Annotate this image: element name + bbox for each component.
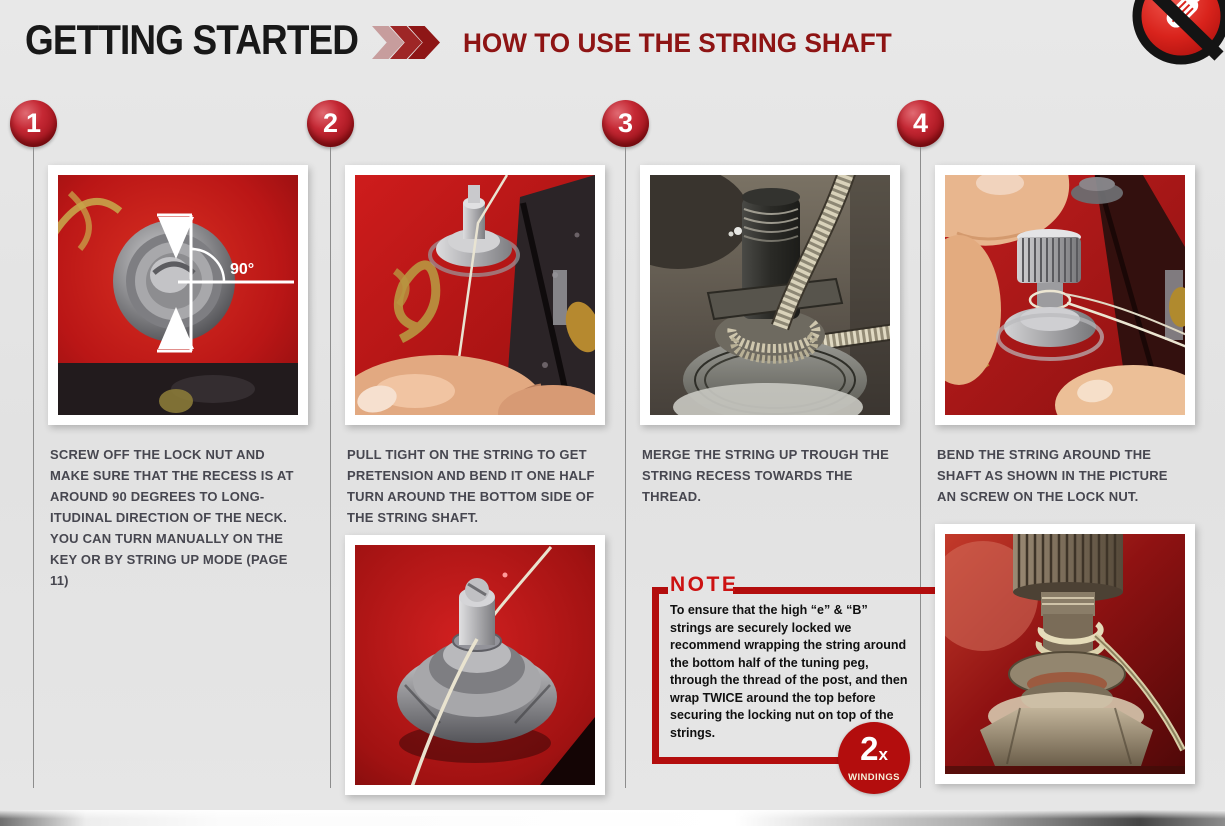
step4-photo2-frame [935,524,1195,784]
step2-photo-frame [345,165,605,425]
step4-photo [945,175,1185,415]
windings-label: WINDINGS [848,771,900,783]
step-connector-line [33,147,34,788]
step-connector-line [920,147,921,788]
step2-photo [355,175,595,415]
note-border [652,587,659,764]
step-number-badge: 3 [602,100,649,147]
step4-photo-frame [935,165,1195,425]
page-bottom-edge [0,810,1225,826]
no-screwdriver-icon [1115,0,1225,97]
step2-photo2-frame [345,535,605,795]
step-caption: PULL TIGHT ON THE STRING TO GET PRETENSION AND BEND IT ONE HALF TURN AROUND THE BOTTOM SIDE OF THE STRING SHAFT. [347,447,595,525]
step3-photo [650,175,890,415]
note-label: NOTE [670,573,739,596]
step-connector-line [330,147,331,788]
note-body: To ensure that the high “e” & “B” strings are securely locked we recommend wrapping the string around the bottom half of the tuning peg, through the thread of the post, and then wrap TWICE around the top before securing the locking nut on top of the strings. [670,603,908,740]
note-border [652,757,844,764]
page-title: GETTING STARTED [25,16,359,63]
page-subtitle: HOW TO USE THE STRING SHAFT [463,28,892,58]
step-number-badge: 4 [897,100,944,147]
step-number-badge: 1 [10,100,57,147]
windings-multiplier: x [878,744,888,764]
chevrons-icon [386,26,440,59]
step-caption: BEND THE STRING AROUND THE SHAFT AS SHOWN IN THE PICTURE AN SCREW ON THE LOCK NUT. [937,447,1168,504]
step-connector-line [625,147,626,788]
step1-photo-frame [48,165,308,425]
angle-annotation: 90° [230,261,255,278]
windings-badge [838,722,910,794]
windings-value: 2 [860,729,879,767]
step4-photo2 [945,534,1185,774]
step-caption: SCREW OFF THE LOCK NUT AND MAKE SURE THAT THE RECESS IS AT AROUND 90 DEGREES TO LONG-ITUDINAL DIRECTION OF THE NECK. YOU CAN TURN MANUALLY ON THE KEY OR BY STRING UP MODE (PAGE 11) [50,447,294,588]
step3-photo-frame [640,165,900,425]
step2-photo2 [355,545,595,785]
step1-photo [58,175,298,415]
note-pointer-line [733,587,956,594]
step-caption: MERGE THE STRING UP TROUGH THE STRING RECESS TOWARDS THE THREAD. [642,447,889,504]
step-number-badge: 2 [307,100,354,147]
